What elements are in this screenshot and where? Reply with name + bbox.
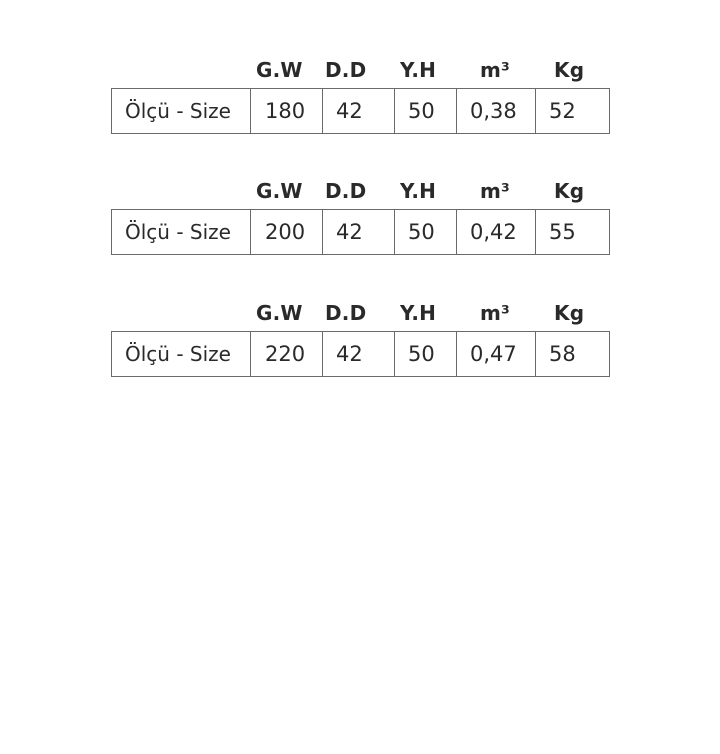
spec-table-2 — [111, 179, 610, 255]
header-gw: G.W — [256, 179, 303, 203]
gw-value: 200 — [251, 210, 323, 254]
dd-value: 42 — [323, 89, 395, 133]
header-row — [111, 58, 610, 88]
dd-value: 42 — [323, 210, 395, 254]
yh-value: 50 — [395, 332, 457, 376]
m3-value: 0,47 — [457, 332, 536, 376]
header-yh: Y.H — [400, 179, 437, 203]
header-dd: D.D — [325, 301, 367, 325]
header-gw: G.W — [256, 58, 303, 82]
kg-value: 58 — [549, 342, 576, 366]
size-label: Ölçü - Size — [112, 89, 251, 133]
kg-value: 52 — [549, 99, 576, 123]
header-m3: m³ — [480, 179, 510, 203]
size-label: Ölçü - Size — [112, 210, 251, 254]
table-row — [111, 331, 610, 377]
header-yh: Y.H — [400, 58, 437, 82]
header-m3: m³ — [480, 301, 510, 325]
header-yh: Y.H — [400, 301, 437, 325]
size-label: Ölçü - Size — [112, 332, 251, 376]
header-kg: Kg — [554, 58, 585, 82]
gw-value: 220 — [251, 332, 323, 376]
kg-value: 55 — [549, 220, 576, 244]
m3-value: 0,42 — [457, 210, 536, 254]
header-row — [111, 179, 610, 209]
table-row — [111, 88, 610, 134]
header-m3: m³ — [480, 58, 510, 82]
spec-table-3 — [111, 301, 610, 377]
dd-value: 42 — [323, 332, 395, 376]
header-row — [111, 301, 610, 331]
m3-value: 0,38 — [457, 89, 536, 133]
header-dd: D.D — [325, 58, 367, 82]
yh-value: 50 — [395, 89, 457, 133]
header-kg: Kg — [554, 301, 585, 325]
yh-value: 50 — [395, 210, 457, 254]
table-row — [111, 209, 610, 255]
header-dd: D.D — [325, 179, 367, 203]
header-gw: G.W — [256, 301, 303, 325]
header-kg: Kg — [554, 179, 585, 203]
gw-value: 180 — [251, 89, 323, 133]
spec-table-1 — [111, 58, 610, 134]
